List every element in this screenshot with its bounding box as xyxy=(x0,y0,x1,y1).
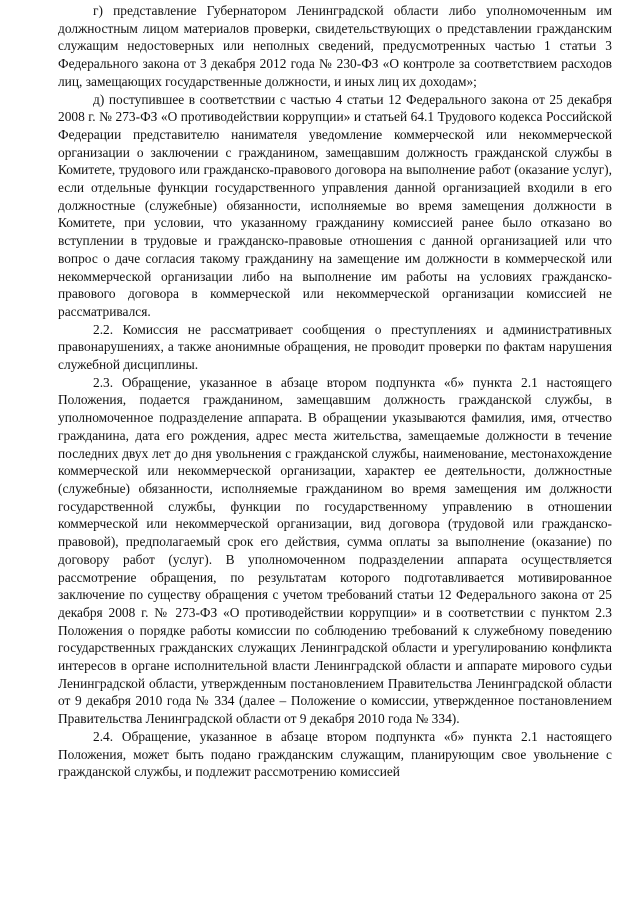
paragraph-2-2: 2.2. Комиссия не рассматривает сообщения о преступлениях и административных правонарушениях, а также анонимные обращения, не проводит проверки по фактам нарушения служебной дисциплины. xyxy=(58,321,612,373)
paragraph-2-4: 2.4. Обращение, указанное в абзаце втором подпункта «б» пункта 2.1 настоящего Положения, может быть подано гражданским служащим, планирующим свое увольнение с гражданской службы, и подлежит рассмотрению комиссией xyxy=(58,728,612,780)
paragraph-2-3: 2.3. Обращение, указанное в абзаце втором подпункта «б» пункта 2.1 настоящего Положения, подается гражданином, замещавшим должность гражданской службы, в уполномоченное подразделение аппарата. В обращении указываются фамилия, имя, отчество гражданина, дата его рождения, адрес места жительства, замещаемые должности в течение последних двух лет до дня увольнения с гражданской службы, наименование, местонахождение коммерческой или некоммерческой организации, характер ее деятельности, должностные (служебные) обязанности, исполняемые гражданином во время замещения им должности государственной службы, функции по государственному управлению в отношении коммерческой или некоммерческой организации, вид договора (трудовой или гражданско-правовой), предполагаемый срок его действия, сумма оплаты за выполнение (оказание) по договору работ (услуг). В уполномоченном подразделении аппарата осуществляется рассмотрение обращения, по результатам которого подготавливается мотивированное заключение по существу обращения с учетом требований статьи 12 Федерального закона от 25 декабря 2008 г. № 273-ФЗ «О противодействии коррупции» и в соответствии с пунктом 2.3 Положения о порядке работы комиссии по соблюдению требований к служебному поведению государственных гражданских служащих Ленинградской области и урегулированию конфликта интересов в органе исполнительной власти Ленинградской области и аппарате мирового судьи Ленинградской области, утвержденным постановлением Правительства Ленинградской области от 9 декабря 2010 года № 334 (далее – Положение о комиссии, утвержденное постановлением Правительства Ленинградской области от 9 декабря 2010 года № 334). xyxy=(58,374,612,727)
paragraph-item-g: г) представление Губернатором Ленинградской области либо уполномоченным им должностным лицом материалов проверки, свидетельствующих о представлении гражданским служащим недостоверных или неполных сведений, предусмотренных частью 1 статьи 3 Федерального закона от 3 декабря 2012 года № 230-ФЗ «О контроле за соответствием расходов лиц, замещающих государственные должности, и иных лиц их доходам»; xyxy=(58,3,612,89)
paragraph-item-d: д) поступившее в соответствии с частью 4 статьи 12 Федерального закона от 25 декабря 2008 г. № 273-ФЗ «О противодействии коррупции» и статьей 64.1 Трудового кодекса Российской Федерации представителю нанимателя уведомление коммерческой или некоммерческой организации о заключении с гражданином, замещавшим должность гражданской службы в Комитете, трудового или гражданско-правового договора на выполнение работ (оказание услуг), если отдельные функции государственного управления данной организацией входили в его должностные (служебные) обязанности, исполняемые во время замещения должности в Комитете, при условии, что указанному гражданину комиссией ранее было отказано во вступлении в трудовые и гражданско-правовые отношения с данной организацией или что вопрос о даче согласия такому гражданину на замещение им должности в коммерческой или некоммерческой организации либо на выполнение им работы на условиях гражданско-правового договора в коммерческой или некоммерческой организации комиссией не рассматривался. xyxy=(58,91,612,319)
